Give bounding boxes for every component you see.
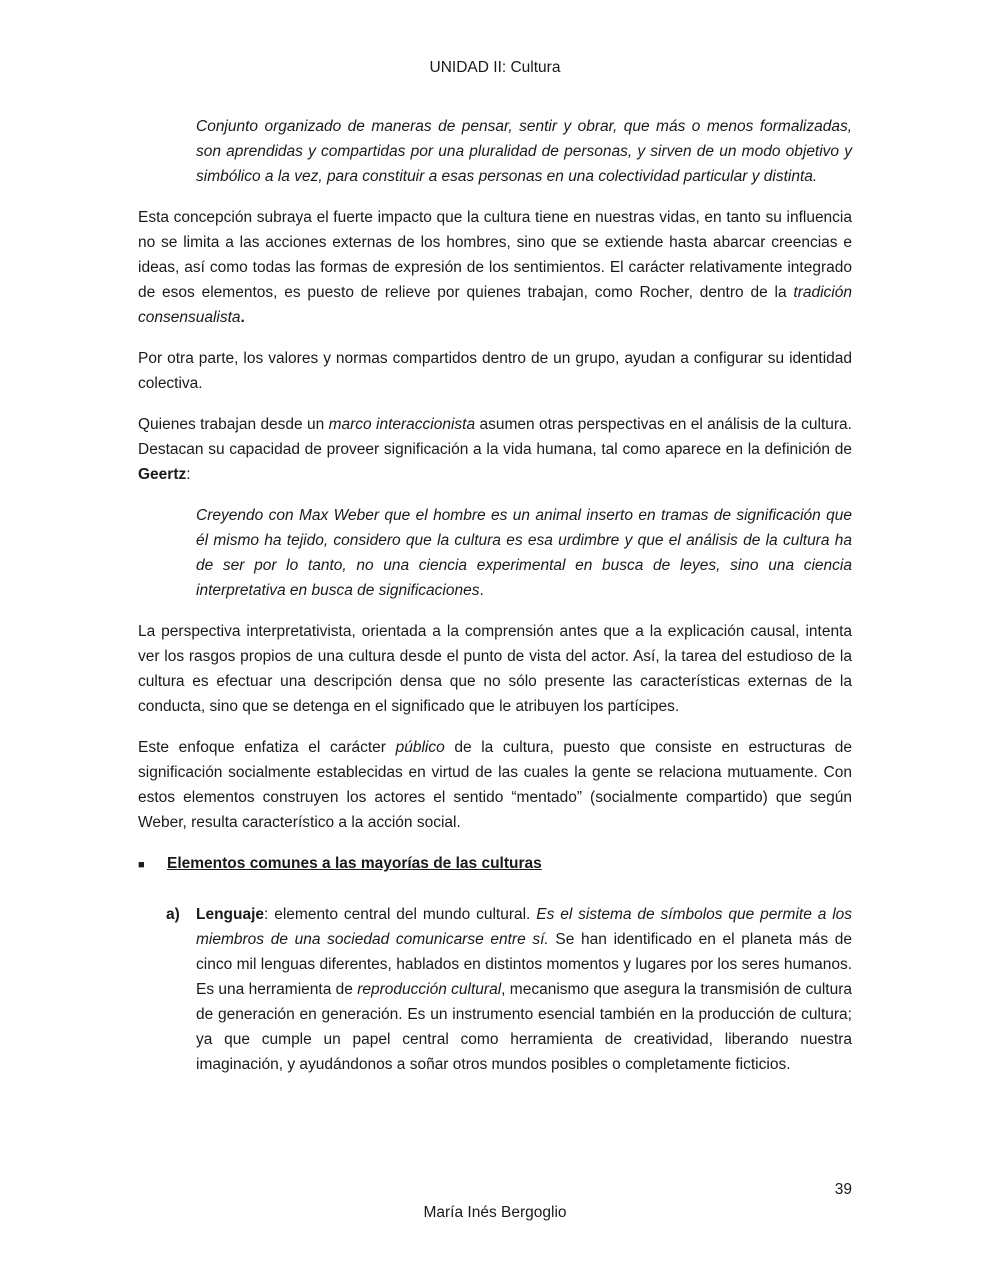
item-text: , mecanismo que asegura la transmisión de cultura de generación en generación. Es un instrumento esencial también en la producción de cultura; ya que cumple un papel central como herramienta de creatividad, liberando nuestra imaginación, y ayudándonos a soñar otros mundos posibles o completamente ficticios. <box>196 981 852 1073</box>
bold-author: Geertz <box>138 466 187 483</box>
section-title: Elementos comunes a las mayorías de las culturas <box>167 855 542 872</box>
paragraph-text: de la cultura, puesto que consiste en estructuras de significación socialmente establecidas en virtud de las cuales la gente se relaciona mutuamente. Con estos elementos construyen los actores el sentido “mentado” (socialmente compartido) que según Weber, resulta característico a la acción social. <box>138 739 852 831</box>
paragraph-interpretativista <box>138 619 852 719</box>
paragraph-enfoque <box>138 735 852 835</box>
paragraph-text: Quienes trabajan desde un <box>138 416 329 433</box>
paragraph-valores <box>138 346 852 396</box>
header-title: UNIDAD II: Cultura <box>429 59 561 76</box>
paragraph-concepcion <box>138 205 852 330</box>
punctuation: . <box>240 309 245 326</box>
item-body <box>196 902 852 1077</box>
punctuation: . <box>479 582 484 599</box>
item-text: : elemento central del mundo cultural. <box>264 906 537 923</box>
item-term: Lenguaje <box>196 906 265 923</box>
footer-author: María Inés Bergoglio <box>423 1204 567 1221</box>
list-item-lenguaje <box>166 902 852 1077</box>
paragraph-text: asumen otras perspectivas en el análisis de la cultura. Destacan su capacidad de proveer significación a la vida humana, tal como aparece en la definición de <box>138 416 852 458</box>
quote-definition-text: Conjunto organizado de maneras de pensar, sentir y obrar, que más o menos formalizadas, son aprendidas y compartidas por una pluralidad de personas, y sirven de un modo objetivo y simbólico a la vez, para constituir a esas personas en una colectividad particular y distinta. <box>196 118 852 185</box>
item-text: Se han identificado en el planeta más de cinco mil lenguas diferentes, hablados en distintos momentos y lugares por los seres humanos. Es una herramienta de <box>196 931 852 998</box>
quote-geertz-text: Creyendo con Max Weber que el hombre es un animal inserto en tramas de significación que él mismo ha tejido, considero que la cultura es esa urdimbre y que el análisis de la cultura ha de ser por lo tanto, no una ciencia experimental en busca de leyes, sino una ciencia interpretativa en busca de significaciones <box>196 507 852 599</box>
paragraph-text: Este enfoque enfatiza el carácter <box>138 739 396 756</box>
page-body <box>138 114 852 1077</box>
italic-definition: Es el sistema de símbolos que permite a los miembros de una sociedad comunicarse entre sí. <box>196 906 853 948</box>
italic-term: público <box>395 739 445 756</box>
paragraph-text: La perspectiva interpretativista, orientada a la comprensión antes que a la explicación causal, intenta ver los rasgos propios de una cultura desde el punto de vista del actor. Así, la tarea del estudioso de la cultura es efectuar una descripción densa que no sólo presente las características externas de la conducta, sino que se detenga en el significado que le atribuyen los partícipes. <box>138 623 852 715</box>
item-letter: a) <box>166 906 180 923</box>
page-number: 39 <box>834 1181 852 1198</box>
paragraph-text: Por otra parte, los valores y normas compartidos dentro de un grupo, ayudan a configurar su identidad colectiva. <box>138 350 852 392</box>
italic-term: tradición consensualista <box>138 284 852 326</box>
italic-term: marco interaccionista <box>328 416 476 433</box>
quote-geertz <box>196 503 852 603</box>
punctuation: : <box>186 466 191 483</box>
paragraph-text: Esta concepción subraya el fuerte impacto que la cultura tiene en nuestras vidas, en tanto su influencia no se limita a las acciones externas de los hombres, sino que se extiende hasta abarcar creencias e ideas, así como todas las formas de expresión de los sentimientos. El carácter relativamente integrado de esos elementos, es puesto de relieve por quienes trabajan, como Rocher, dentro de la <box>138 209 852 301</box>
paragraph-interaccionista <box>138 412 852 487</box>
section-heading <box>138 851 852 878</box>
page-footer <box>0 1203 990 1223</box>
italic-term: reproducción cultural <box>357 981 502 998</box>
square-bullet-icon: ■ <box>138 859 145 871</box>
quote-definition <box>196 114 852 189</box>
page-header <box>0 58 990 78</box>
